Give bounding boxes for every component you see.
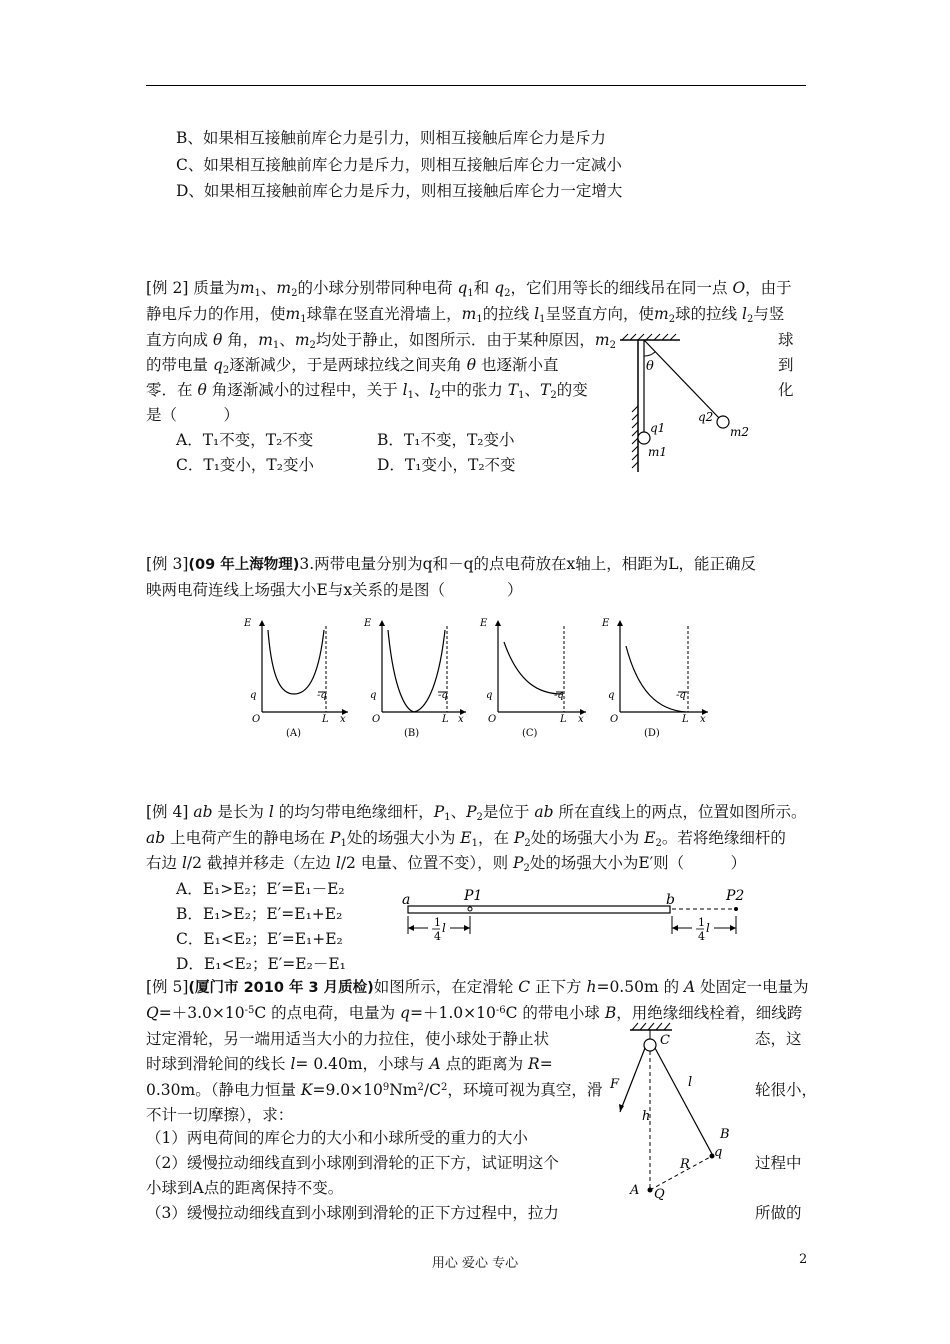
ex3-text-1: 3.两带电量分别为q和－q的点电荷放在x轴上，相距为L，能正确反: [299, 555, 757, 573]
svg-text:L: L: [322, 714, 329, 725]
ex2-line-3: 直方向成 θ 角，$m_1$、$m_2$均处于静止，如图所示．由于某种原因，$m_2$: [146, 331, 616, 351]
ex5-line-4: 时球到滑轮间的线长 l= 0.40m，小球与 A 点的距离为 R=: [146, 1055, 553, 1073]
ex5-question-2a: （2）缓慢拉动细线直到小球刚到滑轮的正下方，试证明这个: [146, 1154, 559, 1172]
ex2-figure: [610, 332, 770, 486]
ex2-choice-a: A．T₁不变，T₂不变: [176, 431, 314, 449]
svg-text:q: q: [370, 690, 377, 701]
ex5-line-6: 不计一切摩擦），求：: [146, 1106, 294, 1124]
label-f: F: [610, 1077, 620, 1092]
svg-text:q: q: [608, 690, 615, 701]
label-c: C: [660, 1033, 670, 1048]
svg-text:-q: -q: [676, 690, 686, 701]
ex5-line-1: [例 5](厦门市 2010 年 3 月质检)如图所示，在定滑轮 C 正下方 h=0.50m 的 A 处固定一电量为: [146, 978, 809, 996]
q1-label: q1: [650, 421, 666, 435]
ex2-right-1: 球: [778, 331, 794, 349]
svg-text:x: x: [340, 714, 346, 725]
ex5-right-1: 态，这: [755, 1030, 802, 1048]
svg-text:(C): (C): [522, 728, 538, 739]
svg-text:-q: -q: [317, 690, 327, 701]
svg-text:L: L: [682, 714, 689, 725]
label-l: l: [688, 1075, 693, 1090]
svg-text:L: L: [560, 714, 567, 725]
graph-d: [601, 618, 708, 739]
ex5-right-4: 所做的: [755, 1204, 802, 1222]
theta-label: θ: [646, 359, 654, 374]
ex2-line-2: 静电斥力的作用，使$m_1$球靠在竖直光滑墙上，$m_1$的拉线 $l_1$呈竖直方向，使$m_2$球的拉线 $l_2$与竖: [146, 305, 785, 325]
svg-text:l: l: [706, 921, 710, 935]
label-p1: P1: [464, 888, 483, 904]
svg-text:O: O: [252, 714, 261, 725]
ex2-right-2: 到: [778, 356, 794, 374]
ex5-question-3: （3）缓慢拉动细线直到小球刚到滑轮的正下方过程中，拉力: [146, 1204, 559, 1222]
ex2-line-4: 的带电量 $q_2$逐渐减少，于是两球拉线之间夹角 θ 也逐渐小直: [146, 356, 559, 376]
ex4-choice-c: C．E₁<E₂；E′=E₁+E₂: [176, 930, 343, 948]
label-h: h: [642, 1109, 651, 1124]
label-b: b: [666, 892, 675, 908]
ex2-choice-b: B．T₁不变，T₂变小: [377, 431, 515, 449]
svg-text:-q: -q: [438, 690, 448, 701]
ex4-line-1: [例 4] ab 是长为 l 的均匀带电绝缘细杆，$P_1$、$P_2$是位于 ab 所在直线上的两点，位置如图所示。: [146, 803, 807, 823]
ex3-graphs: [238, 612, 718, 746]
svg-text:(B): (B): [404, 728, 420, 739]
label-b: B: [720, 1127, 730, 1142]
label-a: A: [630, 1183, 640, 1198]
m1-label: m1: [648, 445, 668, 459]
svg-text:(D): (D): [644, 728, 660, 739]
svg-text:x: x: [578, 714, 584, 725]
q2-label: q2: [698, 410, 714, 424]
label-qq: Q: [654, 1187, 665, 1202]
svg-text:1: 1: [698, 916, 705, 929]
ex3-tag: [例 3]: [146, 555, 189, 573]
ex5-source: (厦门市 2010 年 3 月质检): [188, 980, 374, 996]
ex2-line-1: [例 2] 质量为$m_1$、$m_2$的小球分别带同种电荷 $q_1$和 $q_2$，它们用等长的细线吊在同一点 O，由于: [146, 279, 792, 299]
svg-text:E: E: [480, 618, 488, 629]
ex4-line-2: ab 上电荷产生的静电场在 $P_1$处的场强大小为 $E_1$，在 $P_2$处的场强大小为 $E_2$。若将绝缘细杆的: [146, 829, 786, 849]
svg-text:q: q: [250, 690, 257, 701]
svg-text:(A): (A): [286, 728, 302, 739]
svg-text:O: O: [488, 714, 497, 725]
graph-b: [363, 618, 466, 739]
graph-a: [243, 618, 348, 739]
ex4-choice-d: D．E₁<E₂；E′=E₂－E₁: [176, 955, 346, 973]
ex5-right-3: 过程中: [755, 1154, 802, 1172]
ex4-choice-b: B．E₁>E₂；E′=E₁+E₂: [176, 905, 343, 923]
svg-text:O: O: [372, 714, 381, 725]
svg-text:O: O: [610, 714, 619, 725]
ex3-line-2: 映两电荷连线上场强大小E与x关系的是图（ ）: [146, 581, 523, 599]
label-a: a: [402, 892, 411, 908]
label-p2: P2: [726, 888, 745, 904]
ex5-line-2: $Q=+3.0\times 10^{-5}C$ 的点电荷，电量为 $q=+1.0\times 10^{-6}C$ 的带电小球 B，用绝缘细线栓着，细线跨: [146, 1004, 803, 1022]
header-rule: [146, 85, 806, 86]
svg-text:E: E: [244, 618, 252, 629]
m2-label: m2: [730, 425, 750, 439]
ex3-line-1: [146, 552, 756, 574]
ex4-tag: [例 4]: [146, 803, 189, 821]
ex5-question-2b: 小球到A点的距离保持不变。: [146, 1179, 344, 1197]
svg-text:1: 1: [434, 916, 441, 929]
page-number: 2: [799, 1252, 808, 1267]
ex3-source: (09 年上海物理): [188, 557, 300, 573]
svg-text:q: q: [486, 690, 493, 701]
ex5-question-1: （1）两电荷间的库仑力的大小和小球所受的重力的大小: [146, 1129, 528, 1147]
svg-text:4: 4: [434, 930, 441, 943]
ex4-line-3: 右边 l/2 截掉并移走（左边 l/2 电量、位置不变），则 $P_2$处的场强大小为E′则（ ）: [146, 854, 747, 874]
label-q: q: [714, 1145, 723, 1160]
option-c: C、如果相互接触前库仑力是斥力，则相互接触后库仑力一定减小: [176, 156, 622, 174]
svg-text:L: L: [442, 714, 449, 725]
ex5-figure: [600, 1020, 750, 1214]
ex4-choice-a: A．E₁>E₂；E′=E₁－E₂: [176, 880, 345, 898]
svg-text:x: x: [700, 714, 706, 725]
ex5-line-3: 过定滑轮，另一端用适当大小的力拉住，使小球处于静止状: [146, 1030, 550, 1048]
ex5-tag: [例 5]: [146, 978, 189, 996]
svg-text:x: x: [458, 714, 464, 725]
svg-text:-q: -q: [554, 690, 564, 701]
option-d: D、如果相互接触前库仑力是斥力，则相互接触后库仑力一定增大: [176, 182, 623, 200]
svg-text:E: E: [364, 618, 372, 629]
svg-text:l: l: [442, 921, 446, 935]
ex2-choice-d: D．T₁变小，T₂不变: [377, 456, 516, 474]
svg-text:4: 4: [698, 930, 705, 943]
ex2-choice-c: C．T₁变小，T₂变小: [176, 456, 314, 474]
ex5-right-2: 轮很小，: [755, 1081, 818, 1099]
ex5-line-5: 0.30m。（静电力恒量 $K=9.0\times 10^9Nm^2/C^2$，环境可视为真空，滑: [146, 1081, 603, 1099]
ex2-line-5: 零．在 θ 角逐渐减小的过程中，关于 $l_1$、$l_2$中的张力 $T_1$、$T_2$的变: [146, 381, 588, 401]
ex2-tag: [例 2]: [146, 279, 189, 297]
svg-text:E: E: [602, 618, 610, 629]
graph-c: [479, 618, 586, 739]
option-b: B、如果相互接触前库仑力是引力，则相互接触后库仑力是斥力: [176, 129, 606, 147]
footer-text: 用心 爱心 专心: [431, 1256, 519, 1271]
ex2-line-6: 是（ ）: [146, 406, 240, 424]
ex4-figure: [400, 884, 750, 958]
label-r: R: [680, 1157, 690, 1172]
ex2-right-3: 化: [778, 381, 794, 399]
